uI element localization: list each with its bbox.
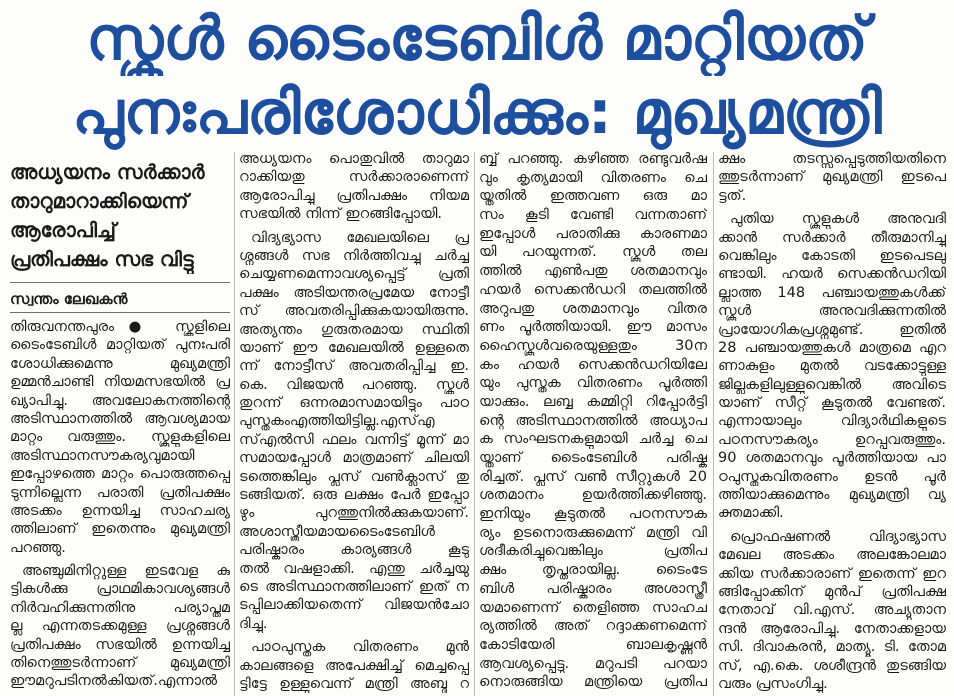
paragraph: [239, 638, 469, 693]
headline-line-1: സ്കൂൾ ടൈംടേബിൾ മാറ്റിയത്: [86, 4, 868, 74]
text-line: യമാണെന്ന് തെളിഞ്ഞ സാഹച: [479, 599, 707, 616]
text-line: ടുന്നില്ലെന്ന പരാതി പ്രതിപക്ഷം: [10, 484, 230, 501]
text-line: പാഠപുസ്തക വിതരണം മുൻ: [251, 639, 469, 656]
text-line: പ്രായോഗികപ്രശ്നമുണ്ട്. ഇതിൽ: [718, 321, 946, 338]
text-line: ഇപ്പോൾ പരാതിക്കു കാരണമാ: [479, 225, 707, 242]
text-line: ബിൾ പരിഷ്കാരം അശാസ്ത്രീ: [479, 580, 707, 597]
text-line: ക്കാൻ സർക്കാർ തീരുമാനിച്ചു: [718, 229, 946, 246]
text-line: ത്തുടർന്നാണ് മുഖ്യമന്ത്രി ഇടപെ: [718, 169, 946, 186]
text-line: ഈമറുപടിനൽകിയത്.എന്നാൽ: [10, 673, 218, 690]
text-line: ഉമ്മൻചാണ്ടി നിയമസഭയിൽ പ്ര: [10, 374, 230, 391]
byline-bottom-rule: [10, 312, 230, 313]
text-line: ഴും പുറത്തുനിൽക്കുകയാണ്.: [239, 505, 469, 522]
text-line: ട്ടികൾക്കു പ്രാഥമികാവശ്യങ്ങൾ: [10, 581, 230, 598]
text-line: യാണ് ഈ മേഖലയിൽ ഉള്ളതെ: [239, 339, 469, 356]
text-line: ജില്ലകളിലുള്ളുവെങ്കിൽ അവിടെ: [718, 376, 946, 393]
text-line: സം കൂടി വേണ്ടി വന്നതാണ്: [479, 207, 707, 224]
text-line: മാറ്റം വരുത്തും. സ്കൂളുകളിലെ: [10, 429, 230, 446]
paragraph: [239, 229, 469, 634]
column-body: [10, 318, 230, 691]
text-line: സ്എൽസി ഫലം വന്നിട്ട് മൂന്ന് മാ: [239, 431, 469, 448]
byline-top-rule: [10, 282, 230, 283]
column-body: [479, 150, 707, 692]
text-line: പറഞ്ഞു.: [10, 539, 66, 556]
text-line: അടിസ്ഥാനത്തിൽ ആവശ്യമായ: [10, 410, 230, 427]
text-line: വെങ്കിലും കോടതി ഇടപെടലു: [718, 247, 946, 264]
text-line: മേഖല അടക്കം അലങ്കോലമാ: [718, 547, 946, 564]
text-line: ബ്ബ് പറഞ്ഞു. കഴിഞ്ഞ രണ്ടുവർഷ: [479, 151, 707, 167]
text-line: യാക്കും. ലബ്ബ കമ്മിറ്റി റിപ്പോർട്ടി: [479, 393, 707, 410]
text-line: നേതാവ് വി.എസ്. അച്യുതാന: [718, 602, 946, 619]
text-line: രിച്ചത്. പ്ലസ് വൺ സീറ്റുകൾ 20: [479, 468, 707, 485]
text-line: അഞ്ചുമിനിറ്റുള്ള ഇടവേള കു: [22, 563, 230, 580]
text-line: ശദീകരിച്ചുവെങ്കിലും പ്രതിപ: [479, 543, 707, 560]
column-rule: [234, 152, 235, 696]
text-line: ര്യം ഉടനൊരുക്കുമെന്ന് മന്ത്രി വി: [479, 524, 707, 541]
text-line: അടക്കം ഉന്നയിച്ച സാഹചര്യ: [10, 502, 230, 519]
text-line: അശാസ്ത്രീയമായടൈംടേബിൾ: [239, 523, 435, 540]
text-line: സ്കൂൾ അനുവദിക്കുന്നതിൽ: [718, 303, 946, 320]
text-line: പ്രൊഫഷണൽ വിദ്യാഭ്യാസ: [730, 528, 946, 545]
text-line: പക്ഷം അടിയന്തരപ്രമേയ നോട്ടീ: [239, 284, 469, 301]
subheadline-line: അധ്യയനം സർക്കാർ: [10, 160, 205, 184]
text-line: ണം പൂർത്തിയായി. ഈ മാസം: [479, 319, 707, 336]
text-line: ഖ്യാപിച്ചു. അവലോകനത്തിന്റെ: [10, 392, 230, 409]
subheadline-line: താറുമാറാക്കിയെന്ന്: [10, 189, 189, 213]
text-line: യ്തതിൽ ഇത്തവണ ഒരു മാ: [479, 188, 707, 205]
text-line: ത്തിയാക്കുമെന്നും മുഖ്യമന്ത്രി വ്യ: [718, 487, 946, 504]
text-line: വിദ്യഭ്യാസ മേഖലയിലെ പ്ര: [251, 229, 469, 246]
text-line: യി പറയുന്നത്. സ്കൂൾ തല: [479, 244, 707, 261]
headline-line-2: പുനഃപരിശോധിക്കും: മുഖ്യമന്ത്രി: [72, 78, 882, 148]
text-line: വരും പ്രസംഗിച്ചു.: [718, 675, 828, 692]
text-line: നിർവഹിക്കുന്നതിനു പര്യാപ്തമ: [10, 599, 230, 616]
text-line: ആവശ്യപ്പെട്ടു. മറുപടി പറയാ: [479, 655, 707, 672]
text-line: ട്ടത്.: [718, 187, 747, 204]
paragraph: [718, 210, 946, 523]
text-line: നൊരുങ്ങിയ മന്ത്രിയെ പ്രതിപ: [479, 674, 707, 691]
text-line: ടത്തെങ്കിലും പ്ലസ് വൺക്ലാസ് തു: [239, 468, 469, 485]
text-line: കം ഹയർ സെക്കൻഡറിയിലേ: [479, 356, 707, 373]
text-line: ണാകുളം മുതൽ വടക്കോട്ടുള്ള: [718, 358, 946, 375]
text-line: തൽ വഷളാക്കി. എന്തു ചർച്ചയു: [239, 560, 469, 577]
text-line: ആരോപിച്ചു പ്രതിപക്ഷം നിയമ: [239, 187, 469, 204]
subheadline: [10, 158, 230, 274]
text-line: അത്യന്തം ഗുരുതരമായ സ്ഥിതി: [239, 321, 469, 338]
text-line: സ്, എ.കെ. ശശീന്ദ്രൻ തുടങ്ങിയ: [718, 657, 946, 674]
subheadline-line: പ്രതിപക്ഷം സഭ വിട്ടു: [10, 247, 194, 271]
text-line: ക്ഷം തടസ്സപ്പെടുത്തിയതിനെ: [718, 151, 946, 167]
text-line: ഹൈസ്കൂൾവരെയുള്ളതും 30ന: [479, 337, 707, 354]
text-line: പഠനസൗകര്യം ഉറപ്പുവരുത്തും.: [718, 431, 946, 448]
text-line: കോടിയേരി ബാലകൃഷ്ണൻ: [479, 636, 707, 653]
text-line: ണ്ടായി. ഹയർ സെക്കൻഡറിയി: [718, 266, 946, 283]
text-line: യാണ് സീറ്റ് കൂടുതൽ വേണ്ടത്.: [718, 395, 946, 412]
text-line: ഹയർ സെക്കൻഡറി തലത്തിൽ: [479, 281, 707, 298]
text-line: ടങ്ങിയത്. ഒരു ലക്ഷം പേർ ഇപ്പോ: [239, 487, 469, 504]
text-line: വും കൃത്യമായി വിതരണം ചെ: [479, 169, 707, 186]
text-line: അടിസ്ഥാനസൗകര്യവുമായി: [10, 447, 195, 464]
text-line: ഠപുസ്തകവിതരണം ഉടൻ പൂർ: [718, 468, 946, 485]
text-line: ശ്നങ്ങൾ സഭ നിർത്തിവച്ചു ചർച്ച: [239, 247, 469, 264]
text-line: ക സംഘടനകളുമായി ചർച്ച ചെ: [479, 431, 707, 448]
column-rule: [713, 152, 714, 696]
article-column-4: [718, 150, 946, 696]
text-line: ക്തമാക്കി.: [718, 505, 784, 522]
paragraph: [10, 562, 230, 691]
text-line: അറുപതു ശതമാനവും വിതര: [479, 300, 707, 317]
text-line: കെ. വിജയൻ പറഞ്ഞു. സ്കൂൾ: [239, 376, 469, 393]
text-line: ര്യത്തിൽ അത് റദ്ദാക്കണമെന്ന്: [479, 618, 707, 635]
text-line: പ്രതിപക്ഷം സഭയിൽ ഉന്നയിച്ച: [10, 636, 230, 653]
text-line: 28 പഞ്ചായത്തുകൾ മാത്രമെ എറ: [718, 339, 946, 356]
text-line: തിരുവനന്തപുരം● സ്കൂളിലെ: [10, 319, 230, 335]
text-line: തിനെത്തുടർന്നാണ് മുഖ്യമന്ത്രി: [10, 655, 230, 672]
text-line: സ് അവതരിപ്പിക്കുകയായിരുന്നു.: [239, 303, 469, 320]
text-line: ല്ല എന്നതടക്കമുള്ള പ്രശ്നങ്ങൾ: [10, 618, 230, 635]
column-rule: [474, 152, 475, 696]
text-line: ന്ന് നോട്ടീസ് അവതരിപ്പിച്ച ഇ.: [239, 358, 469, 375]
headline: [8, 2, 946, 150]
text-line: ന്ദൻ ആരോപിച്ചു. നേതാക്കളായ: [718, 620, 946, 637]
paragraph: [718, 528, 946, 694]
text-line: ത്തിൽ എൺപതു ശതമാനവും: [479, 263, 707, 280]
text-line: ശോധിക്കുമെന്നു മുഖ്യമന്ത്രി: [10, 355, 230, 372]
text-line: ഇനിയും കൂടുതൽ പഠനസൗക: [479, 506, 707, 523]
column-body: [239, 150, 469, 693]
text-line: ങ്ങിപ്പോക്കിന് മുൻപ് പ്രതിപക്ഷ: [718, 583, 946, 600]
article-column-2: [239, 150, 469, 696]
text-line: 90 ശതമാനവും പൂർത്തിയായ പാ: [718, 450, 946, 467]
text-line: ക്കിയ സർക്കാരാണ് ഇതെന്ന് ഇറ: [718, 565, 946, 582]
text-line: ല്ലാത്ത 148 പഞ്ചായത്തുകൾക്ക്: [718, 284, 946, 301]
text-line: ശതമാനം ഉയർത്തിക്കഴിഞ്ഞു.: [479, 487, 707, 504]
byline: സ്വന്തം ലേഖകൻ: [10, 290, 128, 308]
text-line: ഇപ്പോഴത്തെ മാറ്റം പൊരുത്തപ്പെ: [10, 466, 230, 483]
text-line: ടെ അടിസ്ഥാനത്തിലാണ് ഇത് ന: [239, 578, 469, 595]
text-line: യ്താണ് ടൈംടേബിൾ പരിഷ്ക: [479, 450, 707, 466]
paragraph: [239, 150, 469, 224]
text-line: പരിഷ്കാരം കാര്യങ്ങൾ കൂടു: [239, 542, 469, 559]
text-line: ടൈംടേബിൾ മാറ്റിയത് പുനഃപരി: [10, 337, 230, 354]
text-line: ട്ടിട്ടേ ഉള്ളുവെന്ന് മന്ത്രി അബ്ദു റ: [239, 675, 469, 692]
text-line: റാക്കിയതു സർക്കാരാണെന്ന്: [239, 169, 469, 186]
text-line: സഭയിൽ നിന്ന് ഇറങ്ങിപ്പോയി.: [239, 206, 442, 223]
text-line: സമായപ്പോൾ മാത്രമാണ് ചിലയി: [239, 450, 469, 467]
text-line: ദിച്ചു.: [239, 615, 268, 632]
text-line: അധ്യയനം പൊതുവിൽ താറുമാ: [239, 151, 469, 167]
text-line: ടപ്പിലാക്കിയതെന്ന് വിജയൻചോ: [239, 597, 469, 614]
text-line: പുതിയ സ്കൂളുകൾ അനുവദി: [730, 211, 946, 228]
text-line: ചെയ്യണമെന്നാവശ്യപ്പെട്ട് പ്രതി: [239, 266, 469, 283]
text-line: തുറന്ന് ഒന്നരമാസമായിട്ടും പാഠ: [239, 395, 469, 412]
text-line: കാലങ്ങളെ അപേക്ഷിച്ച് മെച്ചപ്പെ: [239, 657, 469, 674]
subheadline-line: ആരോപിച്ച്: [10, 218, 116, 242]
paragraph: [718, 150, 946, 205]
text-line: ക്ഷം തൃപ്തരായില്ല. ടൈംടേ: [479, 562, 707, 579]
text-line: ന്റെ അടിസ്ഥാനത്തിൽ അധ്യാപ: [479, 412, 707, 429]
text-line: ത്തിലാണ് ഇതെന്നും മുഖ്യമന്ത്രി: [10, 521, 230, 538]
text-line: എന്നായാലും വിദ്യാർഥികളുടെ: [718, 413, 946, 430]
article-column-1: [10, 318, 230, 696]
text-line: യും പുസ്തക വിതരണം പൂർത്തി: [479, 375, 707, 392]
paragraph: [479, 150, 707, 692]
article-column-3: [479, 150, 707, 696]
column-body: [718, 150, 946, 693]
text-line: സി. ദിവാകരൻ, മാത്യൂ. ടി. തോമ: [718, 639, 946, 656]
paragraph: [10, 318, 230, 557]
text-line: പുസ്തകംഎത്തിയിട്ടില്ല.എസ്എ: [239, 413, 435, 430]
